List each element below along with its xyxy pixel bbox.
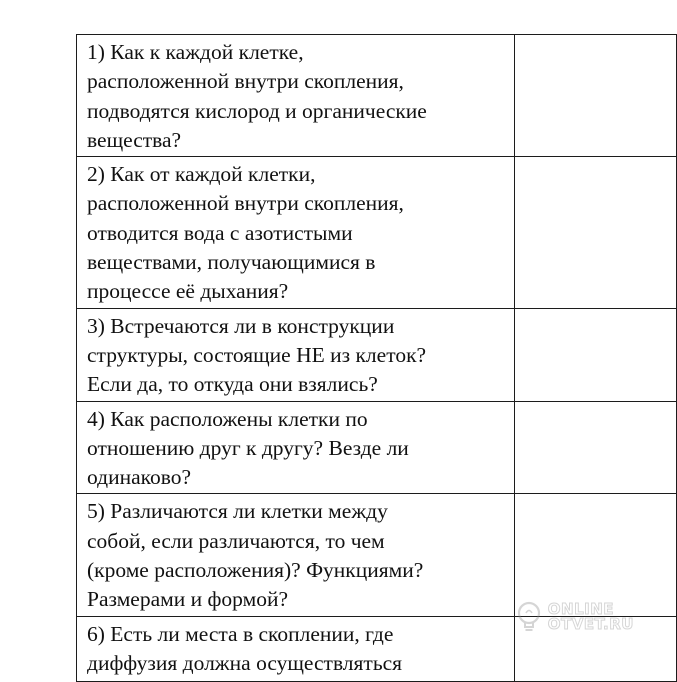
question-text: 6) Есть ли места в скоплении, где диффузия должна осуществляться [87,621,403,675]
table-row [77,308,677,401]
watermark-text: ONLINE OTVET.RU [547,600,634,633]
answer-cell [515,35,677,157]
question-text: 5) Различаются ли клетки между собой, если различаются, то чем (кроме расположения)? Функциями? Размерами и формой? [87,499,424,612]
question-cell [77,157,515,308]
lightbulb-icon [514,600,544,634]
question-cell [77,35,515,157]
question-cell [77,401,515,494]
answer-cell [515,494,677,616]
table-row [77,494,677,616]
answer-cell [515,308,677,401]
question-cell [77,308,515,401]
watermark [514,600,634,634]
table-row [77,401,677,494]
question-text: 1) Как к каждой клетке, расположенной внутри скопления, подводятся кислород и органические вещества? [87,40,427,152]
question-text: 3) Встречаются ли в конструкции структуры, состоящие НЕ из клеток? Если да, то откуда они взялись? [87,313,427,397]
answer-cell [515,157,677,308]
question-cell [77,616,515,681]
table-row [77,157,677,308]
questions-table [76,34,677,682]
question-text: 2) Как от каждой клетки, расположенной внутри скопления, отводится вода с азотистыми веществами, получающимися в процессе её дыхания? [87,162,404,304]
table-row [77,35,677,157]
question-text: 4) Как расположены клетки по отношению друг к другу? Везде ли одинаково? [87,406,409,490]
answer-cell [515,401,677,494]
question-cell [77,494,515,616]
